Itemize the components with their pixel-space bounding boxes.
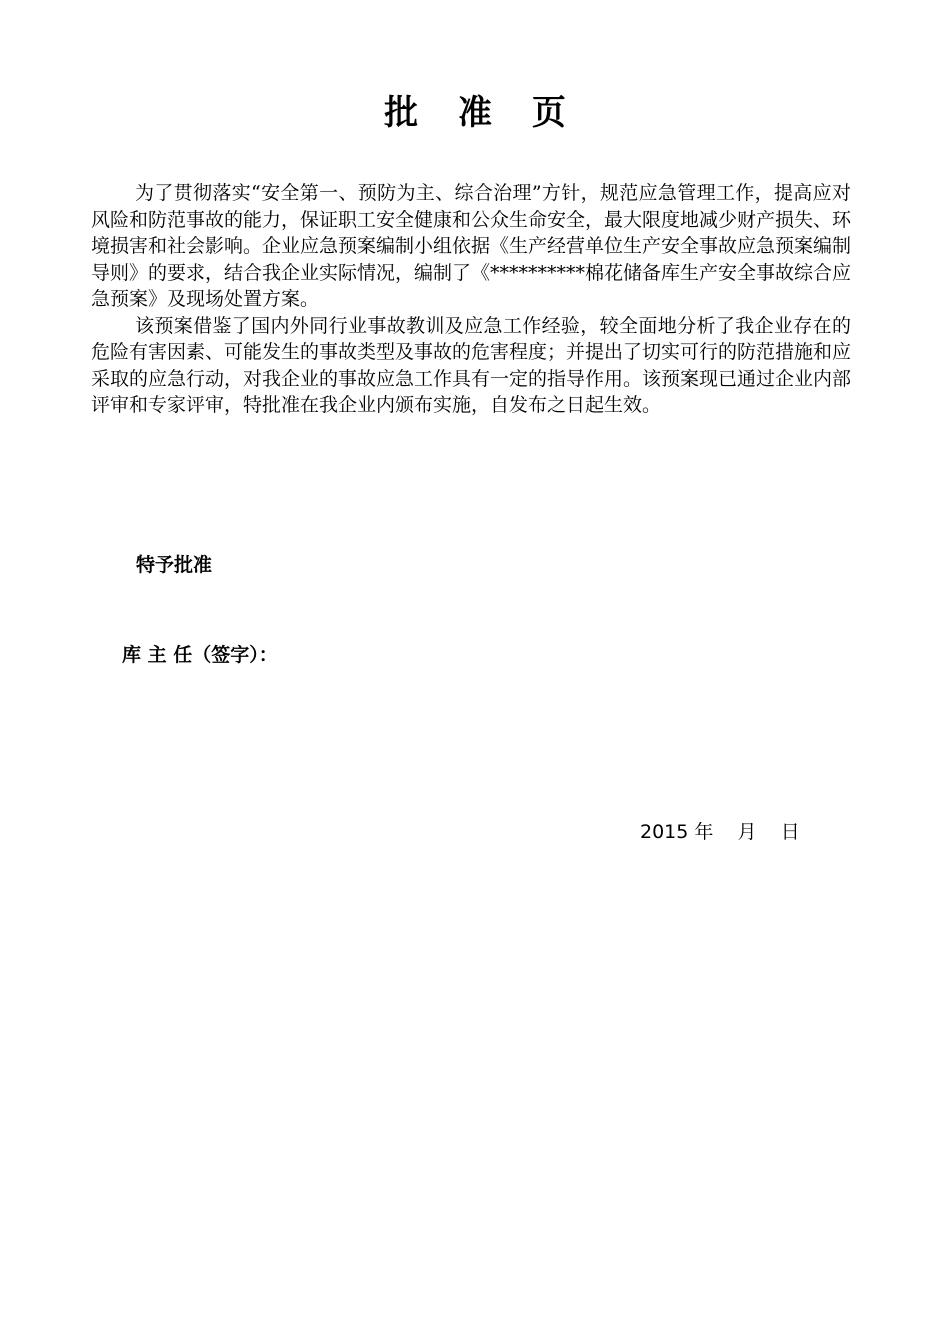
date-line: 2015 年 月 日 (640, 821, 800, 843)
paragraph-2: 该预案借鉴了国内外同行业事故教训及应急工作经验，较全面地分析了我企业存在的危险有害因素、可能发生的事故类型及事故的危害程度；并提出了切实可行的防范措施和应采取的应急行动，对我企业的事故应急工作具有一定的指导作用。该预案现已通过企业内部评审和专家评审，特批准在我企业内颁布实施，自发布之日起生效。 (91, 314, 852, 416)
approval-label: 特予批准 (136, 554, 213, 576)
signature-line: 库 主 任（签字）： (122, 644, 278, 666)
page-title: 批 准 页 (384, 93, 580, 133)
body-text (91, 180, 851, 419)
paragraph-1: 为了贯彻落实“安全第一、预防为主、综合治理”方针，规范应急管理工作，提高应对风险和防范事故的能力，保证职工安全健康和公众生命安全，最大限度地减少财产损失、环境损害和社会影响。企业应急预案编制小组依据《生产经营单位生产安全事故应急预案编制导则》的要求，结合我企业实际情况，编制了《**********棉花储备库生产安全事故综合应急预案》及现场处置方案。 (91, 182, 852, 310)
